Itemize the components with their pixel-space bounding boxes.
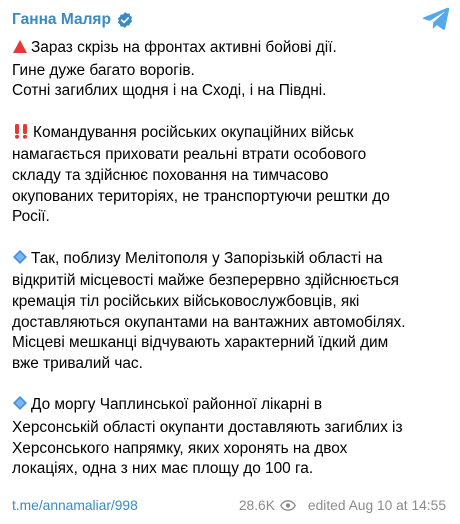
edited-timestamp: edited Aug 10 at 14:55 xyxy=(307,498,446,513)
post-paragraph xyxy=(12,123,446,228)
post-text-line: вже тривалий час. xyxy=(12,354,143,372)
post-header xyxy=(12,8,446,32)
post-paragraph xyxy=(12,38,446,102)
red-triangle-icon xyxy=(12,39,28,61)
post-footer xyxy=(12,498,446,513)
verified-badge-icon xyxy=(116,11,134,29)
post-link[interactable]: t.me/annamaliar/998 xyxy=(12,498,138,513)
post-text-line: Так, поблизу Мелітополя у Запорізькій області на xyxy=(31,249,383,267)
blue-diamond-icon xyxy=(12,249,28,272)
post-paragraph xyxy=(12,395,446,479)
post-text-line: Зараз скрізь на фронтах активні бойові дії. xyxy=(31,39,337,56)
post-text-line: окупованих територіях, не транспортуючи рештки до xyxy=(12,187,390,205)
view-count: 28.6K xyxy=(238,498,275,513)
eye-icon xyxy=(280,500,296,511)
post-text-line: Гине дуже багато ворогів. xyxy=(12,61,195,79)
post-text-line: Росії. xyxy=(12,208,50,226)
post-text-line: намагається приховати реальні втрати особового xyxy=(12,146,367,164)
post-text-line: Сотні загиблих щодня і на Сході, і на Півдні. xyxy=(12,82,327,100)
double-exclamation-icon xyxy=(12,123,30,146)
post-text-line: складу та здійснює поховання на тимчасово xyxy=(12,166,329,184)
post-text-line: До моргу Чаплинської районної лікарні в xyxy=(31,396,323,414)
telegram-logo-icon[interactable] xyxy=(422,5,450,31)
post-text-line: Командування російських окупаційних військ xyxy=(33,123,354,141)
blue-diamond-icon xyxy=(12,395,28,418)
post-text-line: доставляються окупантами на вантажних автомобілях. xyxy=(12,313,406,331)
post-text-line: відкритій місцевості майже безперервно здійснюється xyxy=(12,272,399,290)
post-text-line: локаціях, одна з них має площу до 100 га. xyxy=(12,460,314,478)
author-name[interactable]: Ганна Маляр xyxy=(12,11,111,28)
post-text-line: Херсонській області окупанти доставляють загиблих із xyxy=(12,418,403,436)
post-text-line: Херсонського напрямку, яких хоронять на двох xyxy=(12,439,348,457)
post-paragraph xyxy=(12,249,446,375)
post-text-line: кремація тіл російських військовослужбовців, які xyxy=(12,292,360,310)
post-text-line: Місцеві мешканці відчувають характерний їдкий дим xyxy=(12,334,389,352)
post-body xyxy=(12,38,446,480)
